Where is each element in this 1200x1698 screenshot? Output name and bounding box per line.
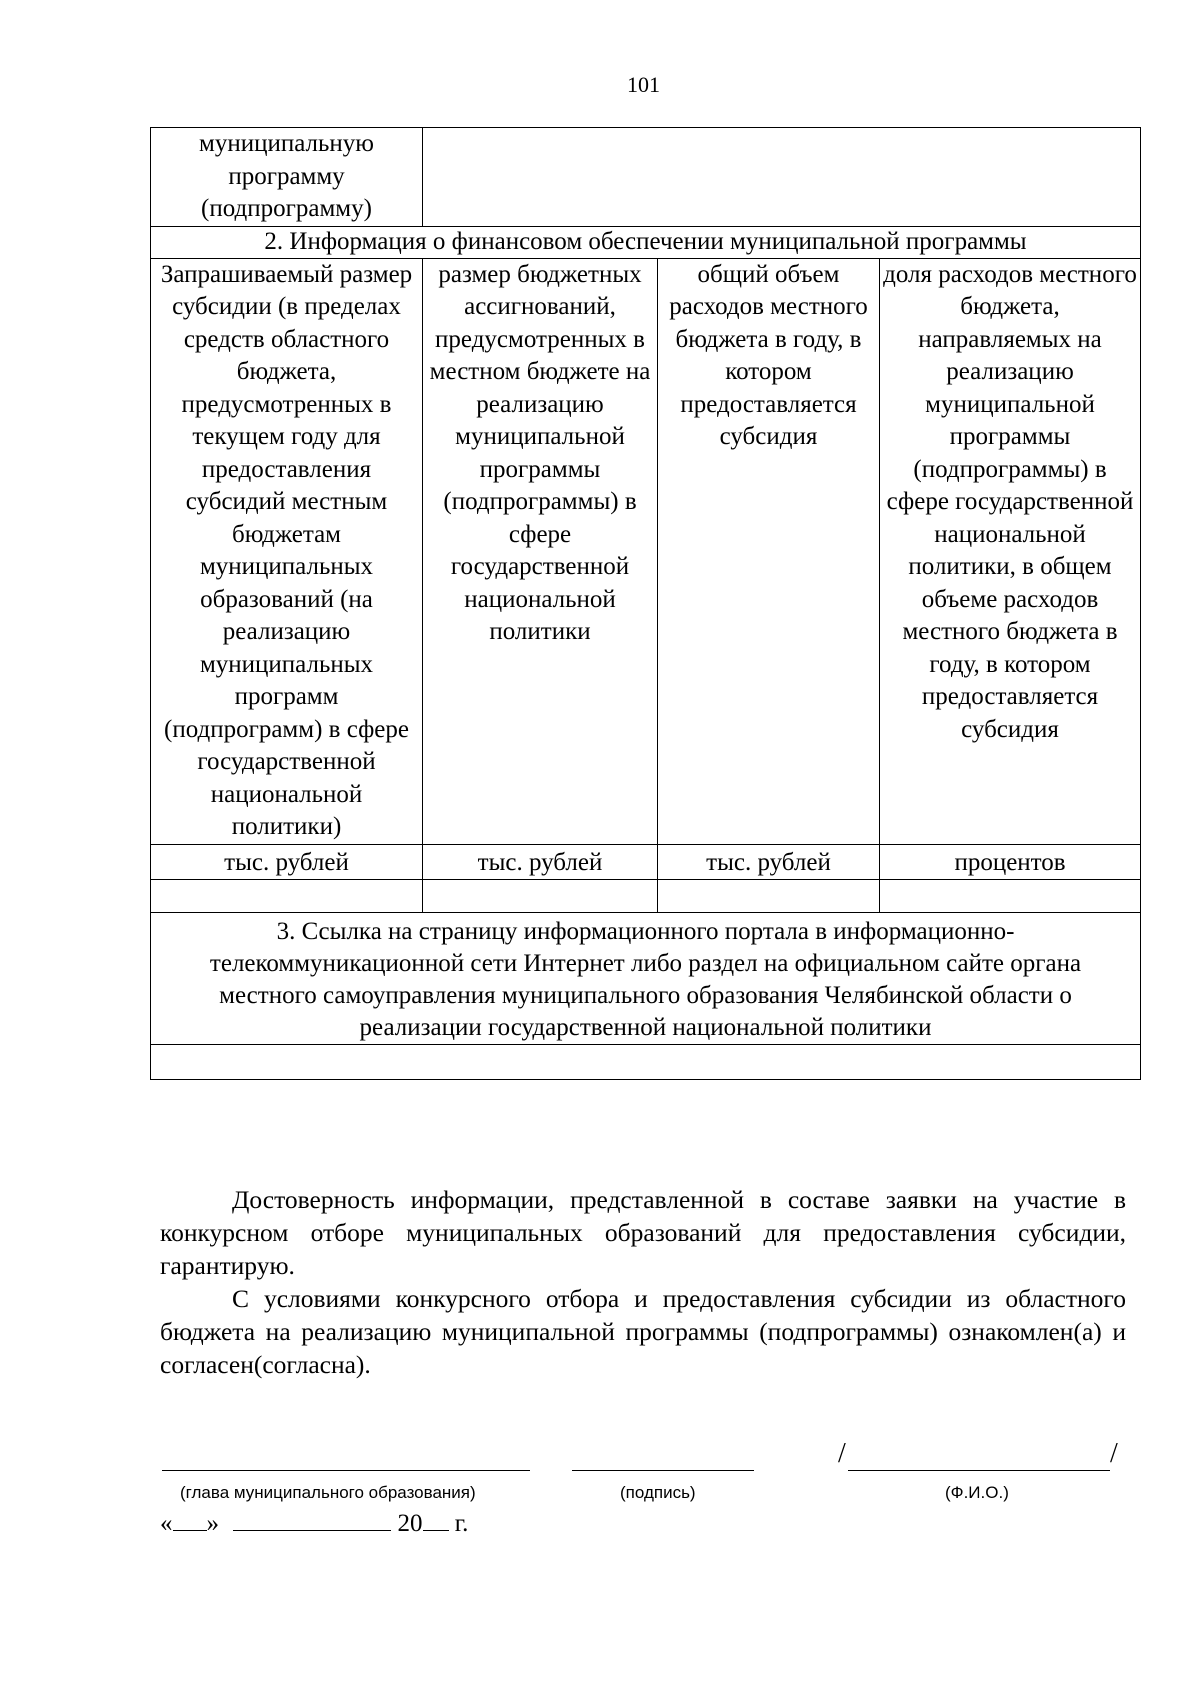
- year-prefix: 20: [397, 1510, 423, 1537]
- table-row-program: [151, 128, 1141, 227]
- statements: [160, 1183, 1126, 1381]
- header-budget-allocations: размер бюджетных ассигнований, предусмотренных в местном бюджете на реализацию муниципальной программы (подпрограммы) в сфере государственной национальной политики: [423, 258, 658, 844]
- section3-value-cell[interactable]: [151, 1045, 1141, 1080]
- name-caption: (Ф.И.О.): [945, 1483, 1009, 1502]
- value-cell-1[interactable]: [151, 880, 423, 913]
- program-label-cell: муниципальную программу (подпрограмму): [151, 128, 423, 227]
- unit-cell-1: тыс. рублей: [151, 844, 423, 880]
- table-row-link-value: [151, 1045, 1141, 1080]
- value-cell-2[interactable]: [423, 880, 658, 913]
- statement-authenticity: Достоверность информации, представленной в составе заявки на участие в конкурсном отборе муниципальных образований для предоставления субсидии, гарантирую.: [160, 1185, 1126, 1280]
- statement-agreement: С условиями конкурсного отбора и предоставления субсидии из областного бюджета на реализацию муниципальной программы (подпрограммы) ознакомлен(а) и согласен(согласна).: [160, 1284, 1126, 1379]
- header-expense-share: доля расходов местного бюджета, направляемых на реализацию муниципальной программы (подпрограммы) в сфере государственной национальной политики, в общем объеме расходов местного бюджета в году, в котором предоставляется субсидия: [880, 258, 1141, 844]
- program-value-cell[interactable]: [423, 128, 1141, 227]
- table-row-values: [151, 880, 1141, 913]
- date-open-quote: «: [160, 1510, 173, 1537]
- day-blank[interactable]: [173, 1508, 207, 1531]
- header-total-expenses: общий объем расходов местного бюджета в году, в котором предоставляется субсидия: [658, 258, 880, 844]
- signature-caption: (подпись): [620, 1483, 696, 1502]
- table-row-section3: [151, 913, 1141, 1045]
- date-close-quote: »: [206, 1510, 219, 1537]
- unit-cell-3: тыс. рублей: [658, 844, 880, 880]
- month-blank[interactable]: [233, 1508, 391, 1531]
- year-suffix: г.: [454, 1510, 469, 1537]
- table-row-headers: [151, 258, 1141, 844]
- unit-cell-4: процентов: [880, 844, 1141, 880]
- year-blank[interactable]: [423, 1508, 449, 1531]
- table-row-units: [151, 844, 1141, 880]
- unit-cell-2: тыс. рублей: [423, 844, 658, 880]
- signature-line[interactable]: [572, 1470, 754, 1471]
- date-line: [160, 1508, 468, 1538]
- value-cell-3[interactable]: [658, 880, 880, 913]
- section3-title: 3. Ссылка на страницу информационного портала в информационно-телекоммуникационной сети Интернет либо раздел на официальном сайте органа местного самоуправления муниципального образования Челябинской области о реализации государственной национальной политики: [151, 913, 1141, 1045]
- slash-right: /: [1110, 1438, 1118, 1469]
- page-number: 101: [627, 72, 660, 97]
- slash-left: /: [838, 1438, 846, 1469]
- head-caption: (глава муниципального образования): [180, 1483, 476, 1502]
- table-row-section2: [151, 226, 1141, 258]
- section2-title: 2. Информация о финансовом обеспечении муниципальной программы: [151, 226, 1141, 258]
- application-form-table: [150, 127, 1141, 1080]
- full-name-line[interactable]: [848, 1470, 1110, 1471]
- value-cell-4[interactable]: [880, 880, 1141, 913]
- head-name-line[interactable]: [162, 1470, 530, 1471]
- header-requested-subsidy: Запрашиваемый размер субсидии (в пределах средств областного бюджета, предусмотренных в текущем году для предоставления субсидий местным бюджетам муниципальных образований (на реализацию муниципальных программ (подпрограмм) в сфере государственной национальной политики): [151, 258, 423, 844]
